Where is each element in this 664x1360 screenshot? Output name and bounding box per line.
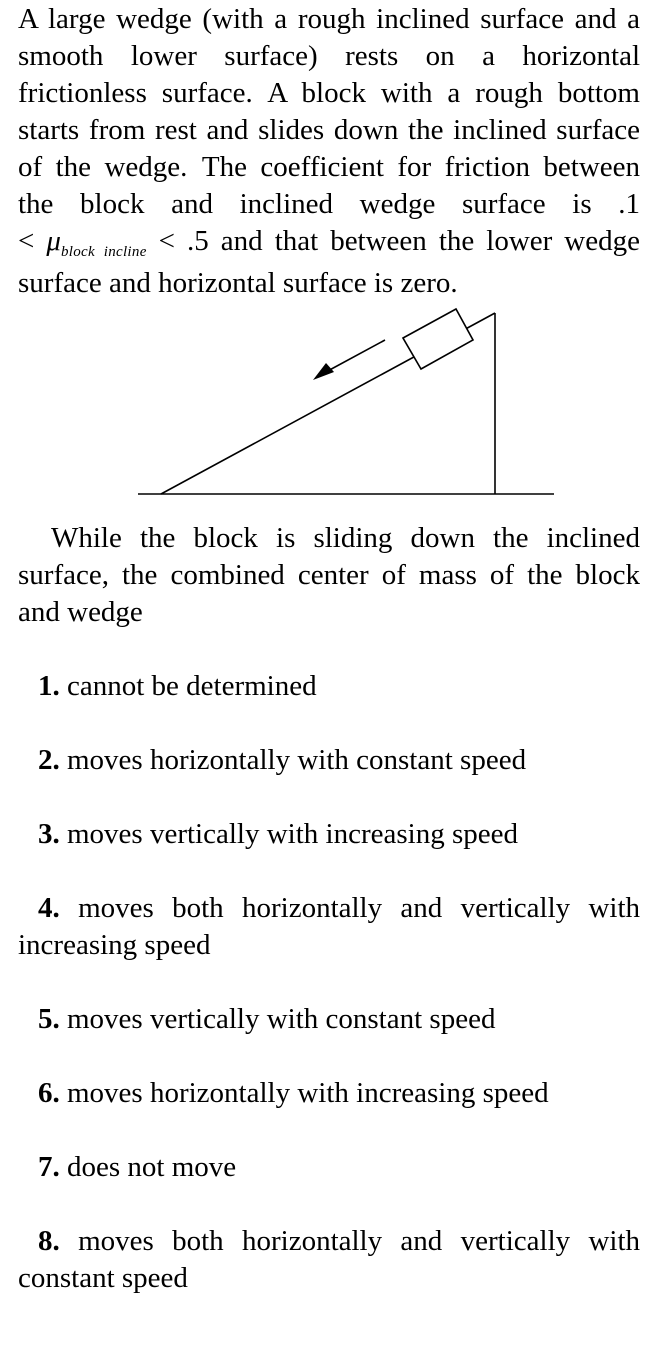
question-text: While the block is sliding down the inclined surface, the combined center of mass of the block and wedge bbox=[18, 522, 640, 628]
option-text: cannot be determined bbox=[67, 670, 317, 702]
mu-subscript: block incline bbox=[60, 244, 147, 260]
option-number: 3. bbox=[38, 818, 60, 850]
option-number: 8. bbox=[38, 1225, 60, 1257]
motion-arrow-head-icon bbox=[313, 363, 334, 380]
mu-symbol: μ bbox=[46, 225, 61, 257]
option-number: 1. bbox=[38, 670, 60, 702]
block bbox=[403, 309, 473, 369]
answer-option bbox=[18, 890, 640, 964]
option-text: moves horizontally with constant speed bbox=[67, 744, 527, 776]
answer-option bbox=[18, 742, 640, 779]
option-text: does not move bbox=[67, 1151, 237, 1183]
option-text: moves vertically with constant speed bbox=[67, 1003, 496, 1035]
option-text: moves vertically with increasing speed bbox=[67, 818, 518, 850]
option-number: 2. bbox=[38, 744, 60, 776]
motion-arrow-shaft bbox=[324, 340, 385, 373]
option-number: 5. bbox=[38, 1003, 60, 1035]
answer-option bbox=[18, 816, 640, 853]
answer-option bbox=[18, 1223, 640, 1297]
option-text: moves both horizontally and vertically with increasing speed bbox=[18, 892, 640, 961]
answer-options-list bbox=[18, 668, 640, 1297]
problem-text-end: < .5 and that between the lower wedge surface and horizontal surface is zero. bbox=[18, 225, 640, 299]
answer-option bbox=[18, 1001, 640, 1038]
option-number: 4. bbox=[38, 892, 60, 924]
wedge-diagram-svg bbox=[18, 302, 640, 512]
option-text: moves horizontally with increasing speed bbox=[67, 1077, 549, 1109]
problem-statement bbox=[18, 0, 640, 302]
answer-option bbox=[18, 668, 640, 705]
option-text: moves both horizontally and vertically with constant speed bbox=[18, 1225, 640, 1294]
answer-option bbox=[18, 1149, 640, 1186]
problem-text-start: A large wedge (with a rough inclined surface and a smooth lower surface) rests on a horizontal frictionless surface. A block with a rough bottom starts from rest and slides down the inclined surface of the wedge. The coefficient for friction between the block and inclined wedge surface is .1 < bbox=[18, 3, 640, 257]
friction-coefficient-symbol bbox=[46, 225, 147, 260]
document-page bbox=[18, 0, 640, 1297]
wedge-diagram bbox=[18, 302, 640, 512]
answer-option bbox=[18, 1075, 640, 1112]
option-number: 7. bbox=[38, 1151, 60, 1183]
option-number: 6. bbox=[38, 1077, 60, 1109]
